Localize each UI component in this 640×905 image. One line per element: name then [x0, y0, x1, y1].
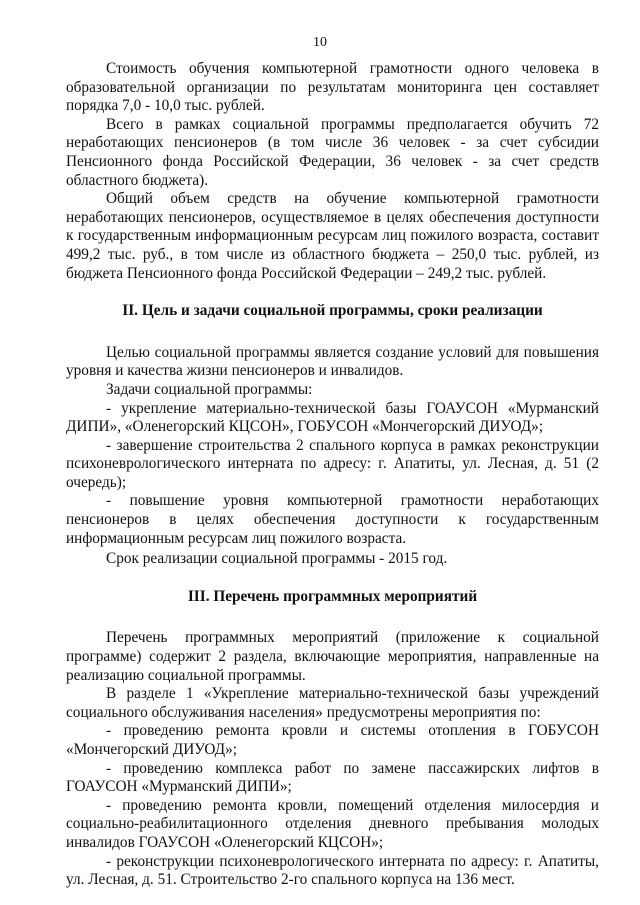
- section-3-heading: III. Перечень программных мероприятий: [187, 587, 478, 605]
- tasks-label: Задачи социальной программы:: [106, 380, 313, 398]
- paragraph-trainees: Всего в рамках социальной программы предполагается обучить 72 неработающих пенсионеров (в том числе 36 человек - за счет субсидии Пенсионного фонда Российской Федерации, 36 человек - за счет средств областного бюджета).: [66, 115, 599, 189]
- task-item: - укрепление материально-технической базы ГОАУСОН «Мурманский ДИПИ», «Оленегорский КЦСОН», ГОБУСОН «Мончегорский ДИУОД»;: [66, 399, 599, 436]
- section-2-heading: II. Цель и задачи социальной программы, сроки реализации: [122, 302, 543, 320]
- paragraph-cost: Стоимость обучения компьютерной грамотности одного человека в образовательной организации по результатам мониторинга цен составляет порядка 7,0 - 10,0 тыс. рублей.: [66, 60, 599, 115]
- measure-item: - реконструкции психоневрологического интерната по адресу: г. Апатиты, ул. Лесная, д. 51. Строительство 2-го спального корпуса на 136 мест.: [66, 852, 599, 889]
- paragraph-part1: В разделе 1 «Укрепление материально-технической базы учреждений социального обслуживания населения» предусмотрены мероприятия по:: [66, 685, 599, 721]
- measure-item: - проведению комплекса работ по замене пассажирских лифтов в ГОАУСОН «Мурманский ДИПИ»;: [66, 759, 599, 796]
- measure-item: - проведению ремонта кровли и системы отопления в ГОБУСОН «Мончегорский ДИУОД»;: [66, 722, 599, 758]
- measure-item: - проведению ремонта кровли, помещений отделения милосердия и социально-реабилитационного отделения дневного пребывания молодых инвалидов ГОАУСОН «Оленегорский КЦСОН»;: [66, 796, 599, 851]
- paragraph-intro: Перечень программных мероприятий (приложение к социальной программе) содержит 2 раздела, включающие мероприятия, направленные на реализацию социальной программы.: [66, 629, 599, 684]
- task-item: - повышение уровня компьютерной грамотности неработающих пенсионеров в целях обеспечения доступности к государственным информационным ресурсам лиц пожилого возраста.: [66, 492, 599, 547]
- page-body: [66, 60, 599, 890]
- task-item: - завершение строительства 2 спального корпуса в рамках реконструкции психоневрологического интерната по адресу: г. Апатиты, ул. Лесная, д. 51 (2 очередь);: [66, 436, 599, 491]
- paragraph-funding: Общий объем средств на обучение компьютерной грамотности неработающих пенсионеров, осуществляемое в целях обеспечения доступности к государственным информационным ресурсам лиц пожилого возраста, составит 499,2 тыс. руб., в том числе из областного бюджета – 250,0 тыс. рублей, из бюджета Пенсионного фонда Российской Федерации – 249,2 тыс. рублей.: [66, 190, 599, 282]
- paragraph-term: Срок реализации социальной программы - 2015 год.: [106, 550, 448, 568]
- paragraph-goal: Целью социальной программы является создание условий для повышения уровня и качества жизни пенсионеров и инвалидов.: [66, 343, 599, 380]
- page-number: 10: [313, 35, 327, 50]
